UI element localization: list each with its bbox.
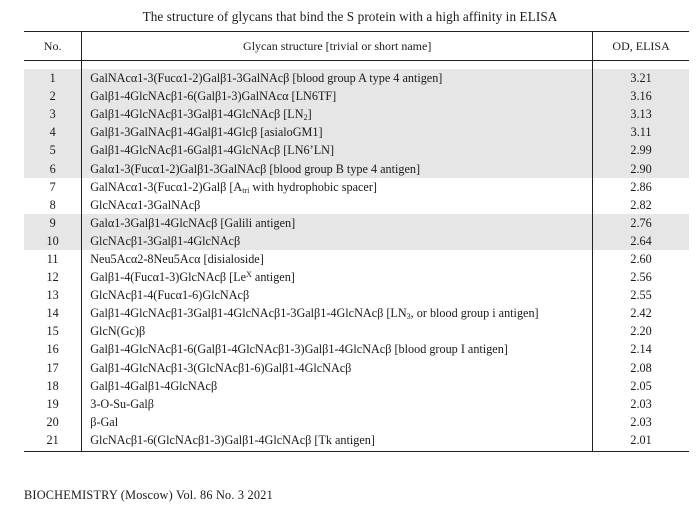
glycan-structure-cell	[82, 322, 593, 340]
table-row	[24, 123, 689, 141]
table-row	[24, 214, 689, 232]
od-value: 2.64	[593, 232, 689, 250]
glycan-structure-cell	[82, 304, 593, 322]
table-row	[24, 196, 689, 214]
table-row	[24, 250, 689, 268]
glycan-structure-text: Galβ1-4GlcNAcβ1-6(Galβ1-3)GalNAcα [LN6TF]	[90, 89, 337, 104]
table-row	[24, 141, 689, 159]
glycan-structure-cell	[82, 413, 593, 431]
glycan-structure-cell	[82, 214, 593, 232]
glycan-structure-text: β-Gal	[90, 414, 119, 429]
glycan-table	[24, 31, 689, 452]
od-value: 2.14	[630, 342, 652, 357]
row-number: 7	[24, 178, 82, 196]
glycan-structure-text: Galβ1-4GlcNAcβ1-6Galβ1-4GlcNAcβ [LN6’LN]	[90, 143, 335, 158]
glycan-structure-suffix: with hydrophobic spacer]	[249, 179, 377, 194]
od-value: 2.08	[630, 360, 652, 375]
glycan-structure-cell	[82, 178, 593, 196]
glycan-subscript: 2	[303, 113, 308, 123]
table-row	[24, 377, 689, 395]
row-number: 13	[24, 286, 82, 304]
table-row	[24, 322, 689, 340]
od-value: 3.16	[593, 87, 689, 105]
glycan-structure-suffix: antigen]	[251, 270, 295, 285]
glycan-structure-text: Galβ1-4GlcNAcβ1-6(Galβ1-4GlcNAcβ1-3)Galβ1-4GlcNAcβ [blood group I antigen]	[90, 342, 508, 357]
row-number: 12	[24, 268, 82, 286]
glycan-structure-text: Galβ1-4GlcNAcβ1-3(GlcNAcβ1-6)Galβ1-4GlcNAcβ	[90, 360, 352, 375]
glycan-structure-cell	[82, 105, 593, 123]
glycan-structure-cell	[82, 250, 593, 268]
glycan-structure-text: GlcNAcβ1-6(GlcNAcβ1-3)Galβ1-4GlcNAcβ [Tk antigen]	[90, 432, 375, 447]
glycan-structure-text: Galβ1-3GalNAcβ1-4Galβ1-4Glcβ [asialoGM1]	[90, 125, 323, 140]
row-number: 9	[24, 214, 82, 232]
glycan-structure-cell	[82, 87, 593, 105]
od-value: 2.20	[630, 324, 652, 339]
glycan-structure-text: Galβ1-4GlcNAcβ1-3Galβ1-4GlcNAcβ [LN	[90, 107, 304, 122]
row-number: 17	[24, 359, 82, 377]
table-row	[24, 395, 689, 413]
glycan-subscript: tri	[242, 185, 250, 195]
glycan-structure-text: GalNAcα1-3(Fucα1-2)Galβ1-3GalNAcβ [blood group A type 4 antigen]	[90, 71, 443, 86]
table-row	[24, 340, 689, 358]
od-value: 3.21	[593, 69, 689, 87]
od-value: 2.76	[593, 214, 689, 232]
od-value: 2.03	[630, 396, 652, 411]
od-value: 3.13	[593, 105, 689, 123]
table-row	[24, 178, 689, 196]
od-value: 2.56	[630, 270, 652, 285]
row-number: 21	[24, 431, 82, 452]
glycan-structure-cell	[82, 159, 593, 177]
table-row	[24, 431, 689, 452]
row-number: 3	[24, 105, 82, 123]
od-value: 2.90	[593, 159, 689, 177]
glycan-structure-cell	[82, 268, 593, 286]
table-header-row	[24, 32, 689, 61]
glycan-structure-cell	[82, 286, 593, 304]
row-number: 6	[24, 159, 82, 177]
glycan-structure-text: Galβ1-4Galβ1-4GlcNAcβ	[90, 378, 218, 393]
table-row	[24, 304, 689, 322]
row-number: 15	[24, 322, 82, 340]
table-row	[24, 105, 689, 123]
table-row	[24, 286, 689, 304]
row-number: 16	[24, 340, 82, 358]
table-row	[24, 159, 689, 177]
glycan-structure-suffix: ]	[307, 107, 312, 122]
glycan-structure-cell	[82, 141, 593, 159]
table-body	[24, 61, 689, 452]
od-value: 2.05	[630, 378, 652, 393]
glycan-structure-cell	[82, 232, 593, 250]
od-value: 2.82	[630, 197, 652, 212]
glycan-structure-cell	[82, 196, 593, 214]
table-spacer-row	[24, 61, 689, 70]
header-glycan-structure: Glycan structure [trivial or short name]	[82, 32, 593, 61]
glycan-structure-cell	[82, 431, 593, 452]
glycan-structure-text: 3-O-Su-Galβ	[90, 396, 154, 411]
table-row	[24, 359, 689, 377]
row-number: 11	[24, 250, 82, 268]
row-number: 18	[24, 377, 82, 395]
glycan-structure-text: Galα1-3(Fucα1-2)Galβ1-3GalNAcβ [blood group B type 4 antigen]	[90, 161, 421, 176]
row-number: 4	[24, 123, 82, 141]
row-number: 1	[24, 69, 82, 87]
table-caption: The structure of glycans that bind the S protein with a high affinity in ELISA	[142, 9, 558, 24]
glycan-subscript: 3	[406, 312, 411, 322]
header-no: No.	[24, 32, 82, 61]
glycan-structure-cell	[82, 395, 593, 413]
glycan-superscript: X	[246, 270, 252, 280]
glycan-structure-text: GalNAcα1-3(Fucα1-2)Galβ [A	[90, 179, 243, 194]
glycan-structure-text: Neu5Acα2-8Neu5Acα [disialoside]	[90, 251, 264, 266]
row-number: 2	[24, 87, 82, 105]
table-row	[24, 268, 689, 286]
glycan-structure-text: Galα1-3Galβ1-4GlcNAcβ [Galili antigen]	[90, 215, 296, 230]
glycan-structure-text: Galβ1-4(Fucα1-3)GlcNAcβ [Le	[90, 270, 247, 285]
glycan-structure-text: GlcN(Gc)β	[90, 324, 146, 339]
row-number: 5	[24, 141, 82, 159]
row-number: 14	[24, 304, 82, 322]
od-value: 3.11	[593, 123, 689, 141]
row-number: 19	[24, 395, 82, 413]
od-value: 2.55	[630, 288, 652, 303]
od-value: 2.60	[630, 251, 652, 266]
glycan-structure-cell	[82, 359, 593, 377]
glycan-structure-cell	[82, 340, 593, 358]
od-value: 2.03	[630, 414, 652, 429]
od-value: 2.42	[630, 306, 652, 321]
od-value: 2.01	[593, 431, 689, 452]
glycan-structure-cell	[82, 123, 593, 141]
glycan-structure-text: GlcNAcβ1-3Galβ1-4GlcNAcβ	[90, 233, 241, 248]
row-number: 20	[24, 413, 82, 431]
table-row	[24, 69, 689, 87]
glycan-structure-text: GlcNAcβ1-4(Fucα1-6)GlcNAcβ	[90, 288, 250, 303]
journal-footer: BIOCHEMISTRY (Moscow) Vol. 86 No. 3 2021	[24, 488, 273, 502]
table-row	[24, 87, 689, 105]
glycan-structure-text: Galβ1-4GlcNAcβ1-3Galβ1-4GlcNAcβ1-3Galβ1-4GlcNAcβ [LN	[90, 306, 407, 321]
row-number: 8	[24, 196, 82, 214]
table-row	[24, 232, 689, 250]
glycan-structure-text: GlcNAcα1-3GalNAcβ	[90, 197, 201, 212]
od-value: 2.86	[630, 179, 652, 194]
row-number: 10	[24, 232, 82, 250]
glycan-structure-suffix: , or blood group i antigen]	[410, 306, 539, 321]
glycan-structure-cell	[82, 69, 593, 87]
od-value: 2.99	[593, 141, 689, 159]
header-od-elisa: OD, ELISA	[593, 32, 689, 61]
table-row	[24, 413, 689, 431]
glycan-structure-cell	[82, 377, 593, 395]
